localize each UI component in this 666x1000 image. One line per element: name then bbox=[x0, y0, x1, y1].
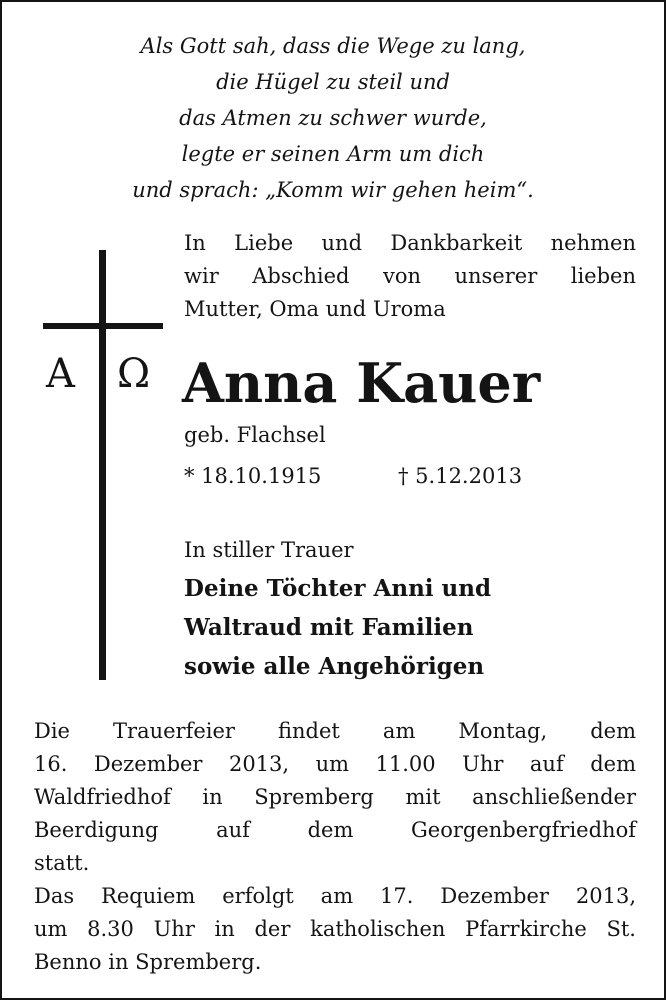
poem-line: legte er seinen Arm um dich bbox=[181, 142, 485, 166]
maiden-name: geb. Flachsel bbox=[184, 423, 326, 447]
poem-line: das Atmen zu schwer wurde, bbox=[179, 106, 487, 130]
details-line: Das Requiem erfolgt am 17. Dezember 2013, bbox=[34, 884, 636, 908]
poem bbox=[2, 28, 664, 208]
deceased-name: Anna Kauer bbox=[182, 351, 541, 415]
details-line: Waldfriedhof in Spremberg mit anschließender bbox=[34, 785, 636, 809]
intro-line: Mutter, Oma und Uroma bbox=[184, 297, 446, 321]
poem-line: die Hügel zu steil und bbox=[216, 70, 450, 94]
mourning-label: In stiller Trauer bbox=[184, 538, 354, 562]
omega-symbol: Ω bbox=[117, 351, 151, 397]
survivors-line: sowie alle Angehörigen bbox=[184, 653, 485, 680]
birth-date: * 18.10.1915 bbox=[184, 464, 322, 488]
death-date: † 5.12.2013 bbox=[398, 464, 523, 488]
cross-vertical-bar bbox=[99, 250, 106, 680]
intro-line: In Liebe und Dankbarkeit nehmen bbox=[184, 231, 636, 255]
survivors bbox=[184, 569, 491, 686]
service-details bbox=[34, 715, 636, 979]
survivors-line: Waltraud mit Familien bbox=[184, 614, 474, 641]
details-line: 16. Dezember 2013, um 11.00 Uhr auf dem bbox=[34, 752, 636, 776]
details-line: Beerdigung auf dem Georgenbergfriedhof bbox=[34, 818, 636, 842]
intro-text bbox=[184, 227, 636, 326]
poem-line: und sprach: „Komm wir gehen heim“. bbox=[132, 178, 534, 202]
details-line: statt. bbox=[34, 851, 90, 875]
intro-line: wir Abschied von unserer lieben bbox=[184, 264, 636, 288]
details-line: Benno in Spremberg. bbox=[34, 950, 262, 974]
cross-horizontal-bar bbox=[43, 323, 163, 329]
survivors-line: Deine Töchter Anni und bbox=[184, 575, 492, 602]
details-line: Die Trauerfeier findet am Montag, dem bbox=[34, 719, 636, 743]
alpha-symbol: A bbox=[46, 351, 75, 397]
details-line: um 8.30 Uhr in der katholischen Pfarrkirche St. bbox=[34, 917, 636, 941]
poem-line: Als Gott sah, dass die Wege zu lang, bbox=[140, 34, 526, 58]
